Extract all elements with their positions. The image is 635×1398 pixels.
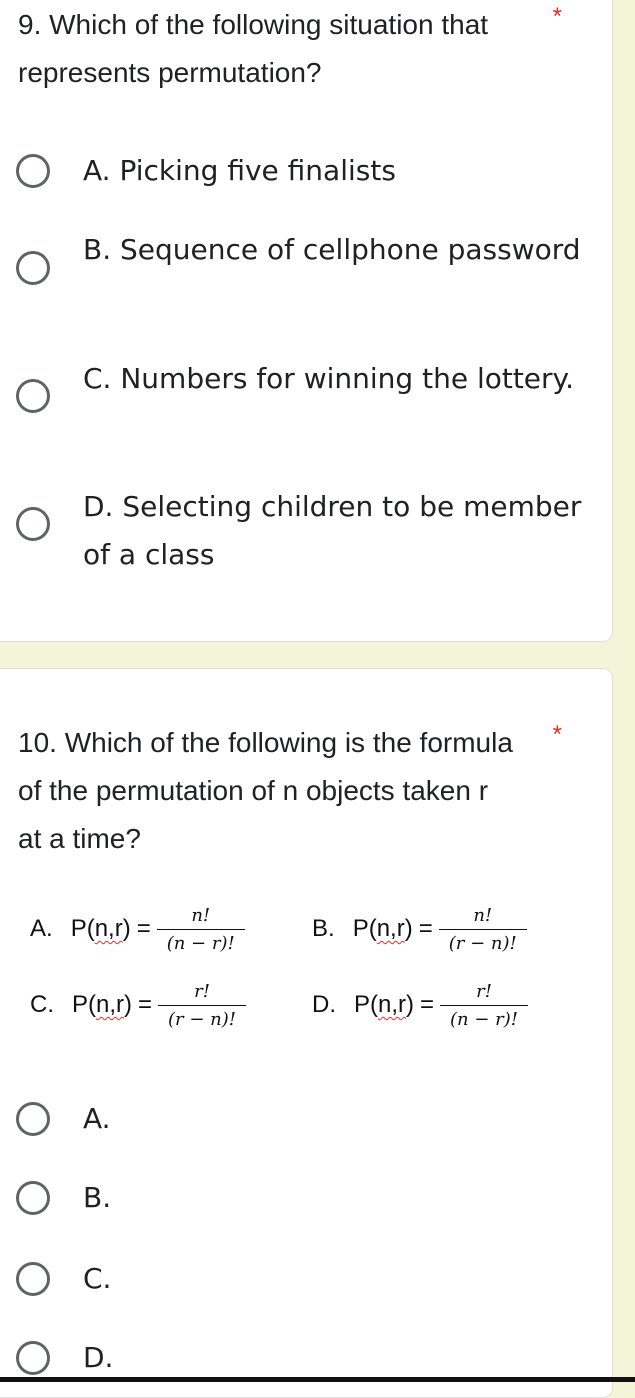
- equals-sign: =: [418, 915, 433, 942]
- radio-unchecked-icon[interactable]: [16, 1262, 50, 1296]
- option-label[interactable]: D. Selecting children to be member of a class: [83, 490, 582, 571]
- formula-function: P(n,r): [354, 991, 415, 1018]
- radio-unchecked-icon[interactable]: [16, 507, 50, 541]
- formula-fraction: $\frac{r!}{(n - r)!}$: [440, 981, 528, 1030]
- formula-letter: C.: [30, 991, 54, 1018]
- question-card-10: [0, 668, 613, 1398]
- required-indicator: *: [552, 721, 562, 748]
- formula-fraction: $\frac{r!}{(r - n)!}$: [158, 981, 246, 1030]
- bottom-edge: [0, 1377, 635, 1382]
- radio-unchecked-icon[interactable]: [16, 1341, 50, 1375]
- question-card-9: [0, 0, 613, 642]
- radio-unchecked-icon[interactable]: [16, 379, 50, 413]
- option-label[interactable]: C.: [83, 1262, 112, 1295]
- formula-letter: A.: [30, 915, 53, 942]
- formula-item: [300, 905, 527, 954]
- formula-image: [18, 899, 578, 1049]
- formula-fraction: $\frac{n!}{(n - r)!}$: [157, 905, 245, 954]
- formula-item: [300, 981, 528, 1030]
- formula-function: P(n,r): [352, 915, 413, 942]
- formula-fraction: $\frac{n!}{(r - n)!}$: [439, 905, 527, 954]
- option-label[interactable]: B. Sequence of cellphone password: [83, 233, 581, 266]
- formula-row: [18, 899, 527, 959]
- formula-row: [18, 975, 528, 1035]
- formula-letter: D.: [312, 991, 336, 1018]
- option-label[interactable]: C. Numbers for winning the lottery.: [83, 362, 575, 395]
- equals-sign: =: [138, 991, 153, 1018]
- formula-item: [18, 905, 300, 954]
- option-label[interactable]: D.: [83, 1341, 114, 1374]
- radio-unchecked-icon[interactable]: [16, 1181, 50, 1215]
- equals-sign: =: [420, 991, 435, 1018]
- required-indicator: *: [552, 3, 562, 30]
- option-label[interactable]: A.: [83, 1102, 111, 1135]
- formula-item: [18, 981, 300, 1030]
- question-title: 10. Which of the following is the formula of the permutation of n objects taken r at a time?: [18, 727, 513, 854]
- formula-function: P(n,r): [70, 915, 131, 942]
- radio-unchecked-icon[interactable]: [16, 154, 50, 188]
- radio-unchecked-icon[interactable]: [16, 1102, 50, 1136]
- option-label[interactable]: A. Picking five finalists: [83, 154, 396, 187]
- formula-letter: B.: [312, 915, 335, 942]
- equals-sign: =: [136, 915, 151, 942]
- radio-unchecked-icon[interactable]: [16, 251, 50, 285]
- option-label[interactable]: B.: [83, 1181, 112, 1214]
- formula-function: P(n,r): [72, 991, 133, 1018]
- question-title: 9. Which of the following situation that represents permutation?: [18, 9, 489, 88]
